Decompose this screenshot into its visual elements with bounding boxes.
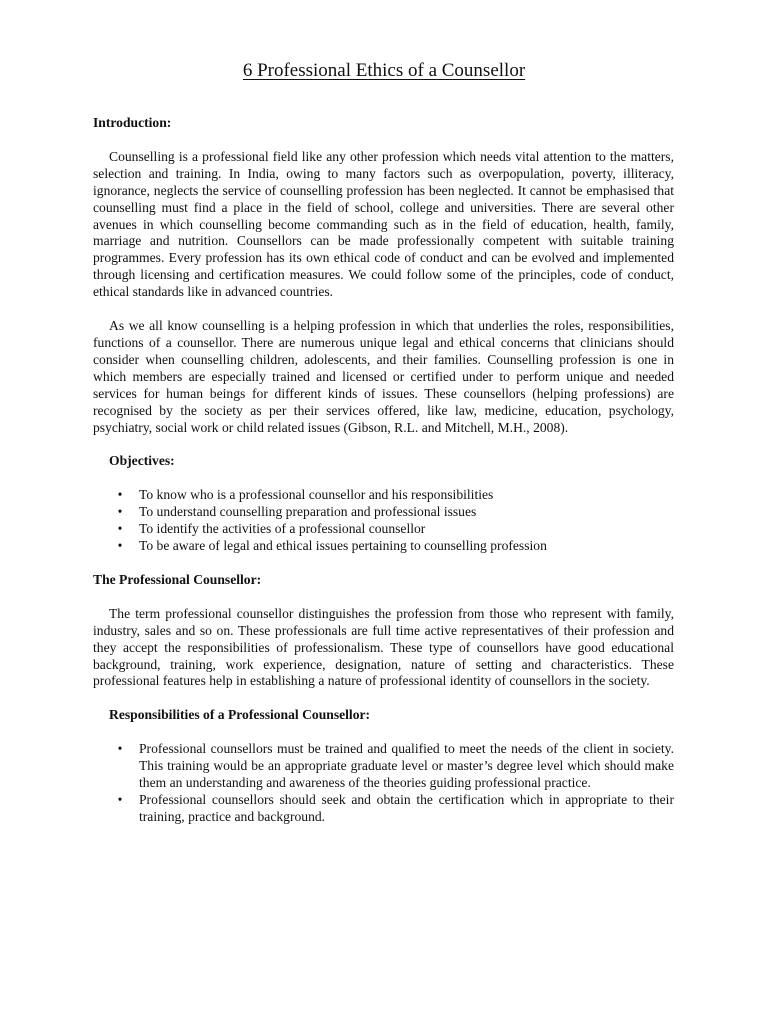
introduction-paragraph-2: As we all know counselling is a helping profession in which that underlies the roles, responsibilities, functions of a counsellor. There are numerous unique legal and ethical concerns that clinicians should consider when counselling children, adolescents, and their families. Counselling profession is one in which members are especially trained and licensed or certified under to perform unique and needed services for human beings for different kinds of issues. These counsellors (helping professions) are recognised by the society as per their services offered, like law, medicine, education, psychology, psychiatry, social work or child related issues (Gibson, R.L. and Mitchell, M.H., 2008). [93, 318, 674, 435]
bullet-icon: • [117, 741, 123, 757]
introduction-paragraph-1: Counselling is a professional field like any other profession which needs vital attention to the matters, selection and training. In India, owing to many factors such as overpopulation, poverty, illiteracy, ignorance, neglects the service of counselling profession has been neglected. It cannot be emphasised that counselling must find a place in the field of school, college and universities. There are several other avenues in which counselling become commanding such as in the field of education, health, family, marriage and nutrition. Counsellors can be made professionally competent with suitable training programmes. Every profession has its own ethical code of conduct and can be evolved and implemented through licensing and certification measures. We could follow some of the principles, code of conduct, ethical standards like in advanced countries. [93, 148, 674, 300]
bullet-icon: • [117, 521, 123, 537]
objective-item [117, 521, 674, 538]
objective-text: To be aware of legal and ethical issues pertaining to counselling profession [139, 538, 547, 554]
objective-text: To identify the activities of a professional counsellor [139, 521, 426, 537]
objective-item [117, 504, 674, 521]
responsibilities-list [93, 741, 674, 826]
responsibility-item [117, 792, 674, 826]
responsibility-text: Professional counsellors must be trained and qualified to meet the needs of the client in society. This training would be an appropriate graduate level or master’s degree level which should make them an understanding and awareness of the theories guiding professional practice. [139, 741, 674, 791]
document-body [93, 115, 674, 826]
objective-text: To understand counselling preparation and professional issues [139, 504, 477, 520]
professional-counsellor-heading: The Professional Counsellor: [93, 571, 262, 587]
objective-item [117, 487, 674, 504]
objectives-heading: Objectives: [109, 453, 175, 469]
objectives-list [93, 487, 674, 555]
bullet-icon: • [117, 538, 123, 554]
bullet-icon: • [117, 487, 123, 503]
bullet-icon: • [117, 504, 123, 520]
responsibilities-heading: Responsibilities of a Professional Counsellor: [109, 707, 371, 723]
responsibility-text: Professional counsellors should seek and obtain the certification which in appropriate to their training, practice and background. [139, 792, 674, 824]
objective-text: To know who is a professional counsellor and his responsibilities [139, 487, 494, 503]
document-title: 6 Professional Ethics of a Counsellor [242, 60, 526, 81]
professional-counsellor-paragraph: The term professional counsellor distinguishes the profession from those who represent with family, industry, sales and so on. These professionals are full time active representatives of their profession and they accept the responsibilities of professionalism. These type of counsellors have good educational background, training, work experience, designation, nature of setting and characteristics. These professional features help in establishing a nature of professional identity of counsellors in the society. [93, 605, 674, 689]
introduction-heading: Introduction: [93, 115, 172, 130]
responsibility-item [117, 741, 674, 792]
objective-item [117, 538, 674, 555]
bullet-icon: • [117, 792, 123, 807]
